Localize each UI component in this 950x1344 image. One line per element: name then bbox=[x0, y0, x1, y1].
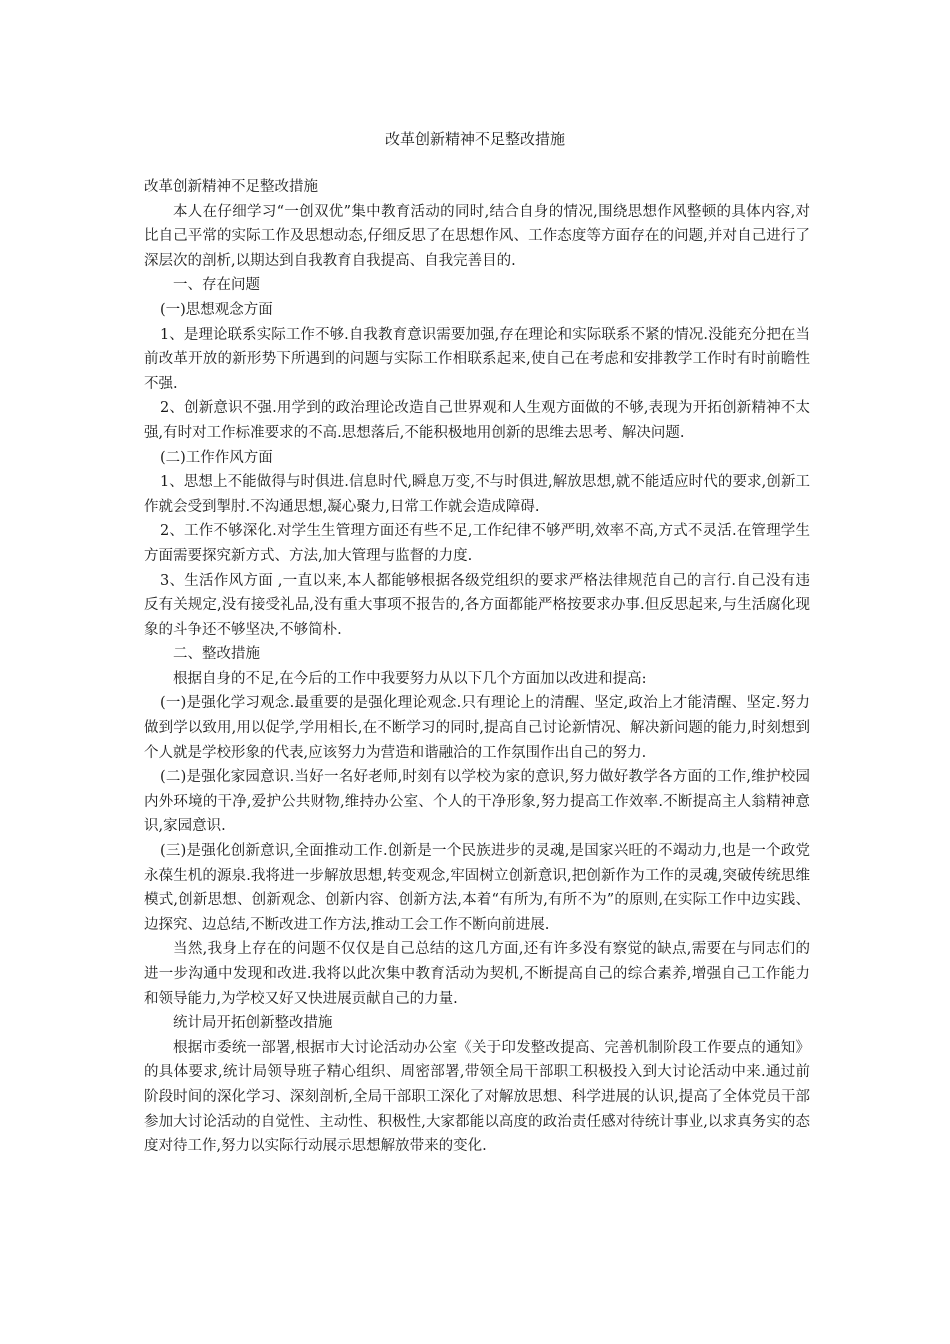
paragraph: 一、存在问题 bbox=[173, 277, 260, 294]
page-title: 改革创新精神不足整改措施 bbox=[384, 130, 565, 148]
paragraph: (二)是强化家园意识.当好一名好老师,时刻有以学校为家的意识,努力做好教学各方面的工作,维护校园内外环境的干净,爱护公共财物,维持办公室、个人的干净形象,努力提高工作效率.不断提高主人翁精神意识,家园意识. bbox=[144, 769, 810, 835]
document-body bbox=[144, 175, 810, 1159]
paragraph: 本人在仔细学习“一创双优”集中教育活动的同时,结合自身的情况,围绕思想作风整顿的具体内容,对比自己平常的实际工作及思想动态,仔细反思了在思想作风、工作态度等方面存在的问题,并对自己进行了深层次的剖析,以期达到自我教育自我提高、自我完善目的. bbox=[144, 203, 810, 269]
paragraph: 统计局开拓创新整改措施 bbox=[173, 1015, 333, 1032]
paragraph: 根据自身的不足,在今后的工作中我要努力从以下几个方面加以改进和提高: bbox=[173, 670, 647, 687]
paragraph: 3、生活作风方面 ,一直以来,本人都能够根据各级党组织的要求严格法律规范自己的言行.自己没有违反有关规定,没有接受礼品,没有重大事项不报告的,各方面都能严格按要求办事.但反思起来,与生活腐化现象的斗争还不够坚决,不够简朴. bbox=[144, 572, 810, 638]
paragraph: 根据市委统一部署,根据市大讨论活动办公室《关于印发整改提高、完善机制阶段工作要点的通知》的具体要求,统计局领导班子精心组织、周密部署,带领全局干部职工积极投入到大讨论活动中来.通过前阶段时间的深化学习、深刻剖析,全局干部职工深化了对解放思想、科学进展的认识,提高了全体党员干部参加大讨论活动的自觉性、主动性、积极性,大家都能以高度的政治责任感对待统计事业,以求真务实的态度对待工作,努力以实际行动展示思想解放带来的变化. bbox=[144, 1039, 810, 1155]
paragraph: 2、创新意识不强.用学到的政治理论改造自己世界观和人生观方面做的不够,表现为开拓创新精神不太强,有时对工作标准要求的不高.思想落后,不能积极地用创新的思维去思考、解决问题. bbox=[144, 400, 810, 441]
paragraph: 1、思想上不能做得与时俱进.信息时代,瞬息万变,不与时俱进,解放思想,就不能适应时代的要求,创新工作就会受到掣肘.不沟通思想,凝心聚力,日常工作就会造成障碍. bbox=[144, 474, 810, 515]
paragraph: 二、整改措施 bbox=[173, 646, 260, 663]
paragraph: (一)是强化学习观念.最重要的是强化理论观念.只有理论上的清醒、坚定,政治上才能清醒、坚定.努力做到学以致用,用以促学,学用相长,在不断学习的同时,提高自己讨论新情况、解决新问题的能力,时刻想到个人就是学校形象的代表,应该努力为营造和谐融洽的工作氛围作出自己的努力. bbox=[144, 695, 810, 761]
paragraph: 改革创新精神不足整改措施 bbox=[144, 179, 318, 195]
paragraph: 2、工作不够深化.对学生生管理方面还有些不足,工作纪律不够严明,效率不高,方式不灵活.在管理学生方面需要探究新方式、方法,加大管理与监督的力度. bbox=[144, 523, 810, 564]
paragraph: (二)工作作风方面 bbox=[159, 449, 273, 466]
paragraph: (三)是强化创新意识,全面推动工作.创新是一个民族进步的灵魂,是国家兴旺的不竭动力,也是一个政党永葆生机的源泉.我将进一步解放思想,转变观念,牢固树立创新意识,把创新作为工作的灵魂,突破传统思维模式,创新思想、创新观念、创新内容、创新方法,本着“有所为,有所不为”的原则,在实际工作中边实践、边探究、边总结,不断改进工作方法,推动工会工作不断向前进展. bbox=[144, 843, 810, 933]
paragraph: (一)思想观念方面 bbox=[159, 301, 273, 318]
paragraph: 当然,我身上存在的问题不仅仅是自己总结的这几方面,还有许多没有察觉的缺点,需要在与同志们的进一步沟通中发现和改进.我将以此次集中教育活动为契机,不断提高自己的综合素养,增强自己工作能力和领导能力,为学校又好又快进展贡献自己的力量. bbox=[144, 941, 810, 1007]
paragraph: 1、是理论联系实际工作不够.自我教育意识需要加强,存在理论和实际联系不紧的情况.没能充分把在当前改革开放的新形势下所遇到的问题与实际工作相联系起来,使自己在考虑和安排教学工作时有时前瞻性不强. bbox=[144, 326, 810, 392]
